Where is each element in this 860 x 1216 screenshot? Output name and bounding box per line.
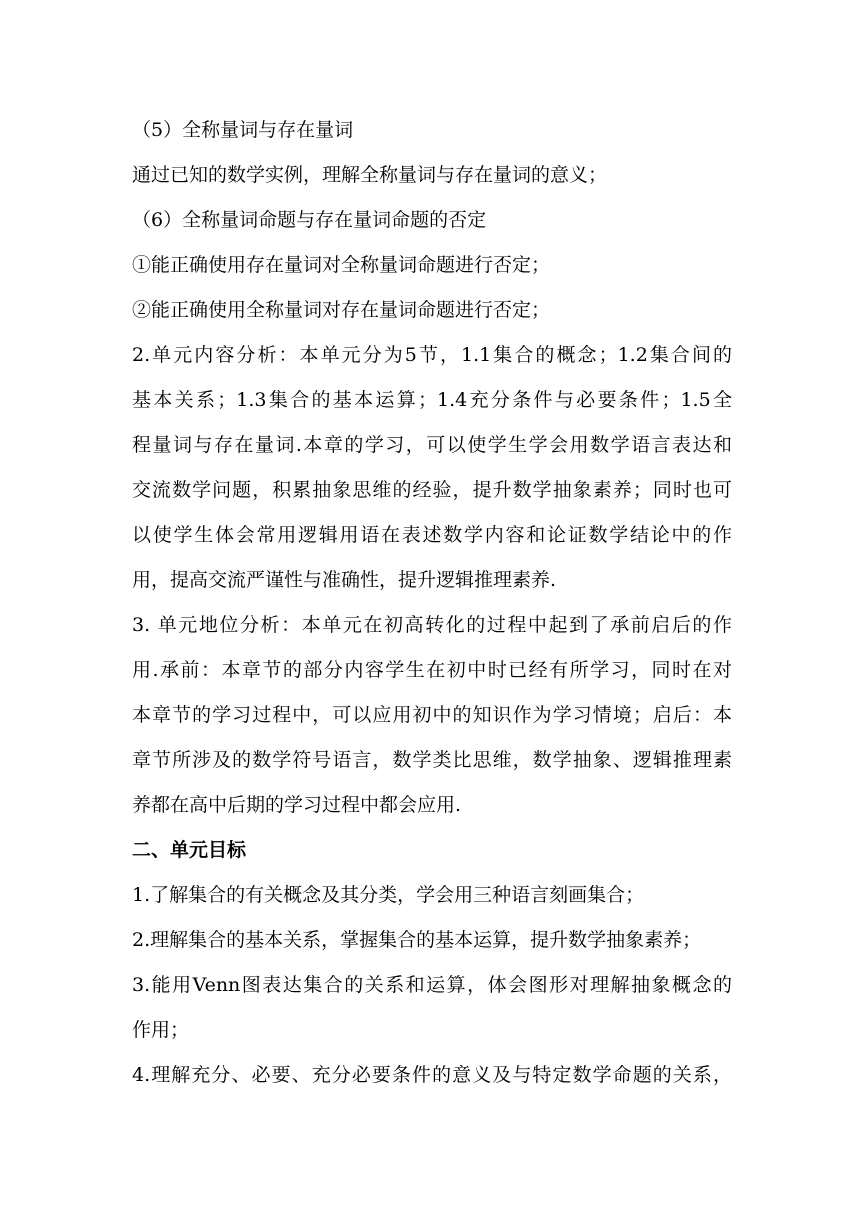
text-line: 作用； (132, 1019, 190, 1041)
text-line: 通过已知的数学实例，理解全称量词与存在量词的意义； (132, 164, 608, 186)
text-line: 章节所涉及的数学符号语言，数学类比思维，数学抽象、逻辑推理素 (132, 749, 732, 771)
text-line: ①能正确使用存在量词对全称量词命题进行否定； (132, 254, 551, 276)
text-line: 程量词与存在量词.本章的学习，可以使学生学会用数学语言表达和 (132, 434, 732, 456)
section-heading: 二、单元目标 (132, 839, 247, 861)
text-line: ②能正确使用全称量词对存在量词命题进行否定； (132, 299, 551, 321)
text-line: （6）全称量词命题与存在量词命题的否定 (132, 209, 487, 231)
text-line: 3.能用Venn图表达集合的关系和运算，体会图形对理解抽象概念的 (132, 974, 732, 996)
text-line: 2.单元内容分析：本单元分为5节，1.1集合的概念；1.2集合间的 (132, 344, 732, 366)
text-line: 2.理解集合的基本关系，掌握集合的基本运算，提升数学抽象素养； (132, 929, 702, 951)
text-line: 4.理解充分、必要、充分必要条件的意义及与特定数学命题的关系， (132, 1064, 732, 1086)
text-line: 1.了解集合的有关概念及其分类，学会用三种语言刻画集合； (132, 884, 645, 906)
document-body (132, 108, 732, 1098)
text-line: 基本关系；1.3集合的基本运算；1.4充分条件与必要条件；1.5全 (132, 389, 732, 411)
text-line: 用.承前：本章节的部分内容学生在初中时已经有所学习，同时在对 (132, 659, 732, 681)
text-line: 交流数学问题，积累抽象思维的经验，提升数学抽象素养；同时也可 (132, 479, 732, 501)
text-line: 养都在高中后期的学习过程中都会应用. (132, 794, 462, 816)
text-line: （5）全称量词与存在量词 (132, 119, 354, 141)
text-line: 以使学生体会常用逻辑用语在表述数学内容和论证数学结论中的作 (132, 524, 732, 546)
text-line: 本章节的学习过程中，可以应用初中的知识作为学习情境；启后：本 (132, 704, 732, 726)
text-line: 用，提高交流严谨性与准确性，提升逻辑推理素养. (132, 569, 557, 591)
text-line: 3. 单元地位分析：本单元在初高转化的过程中起到了承前启后的作 (132, 614, 732, 636)
